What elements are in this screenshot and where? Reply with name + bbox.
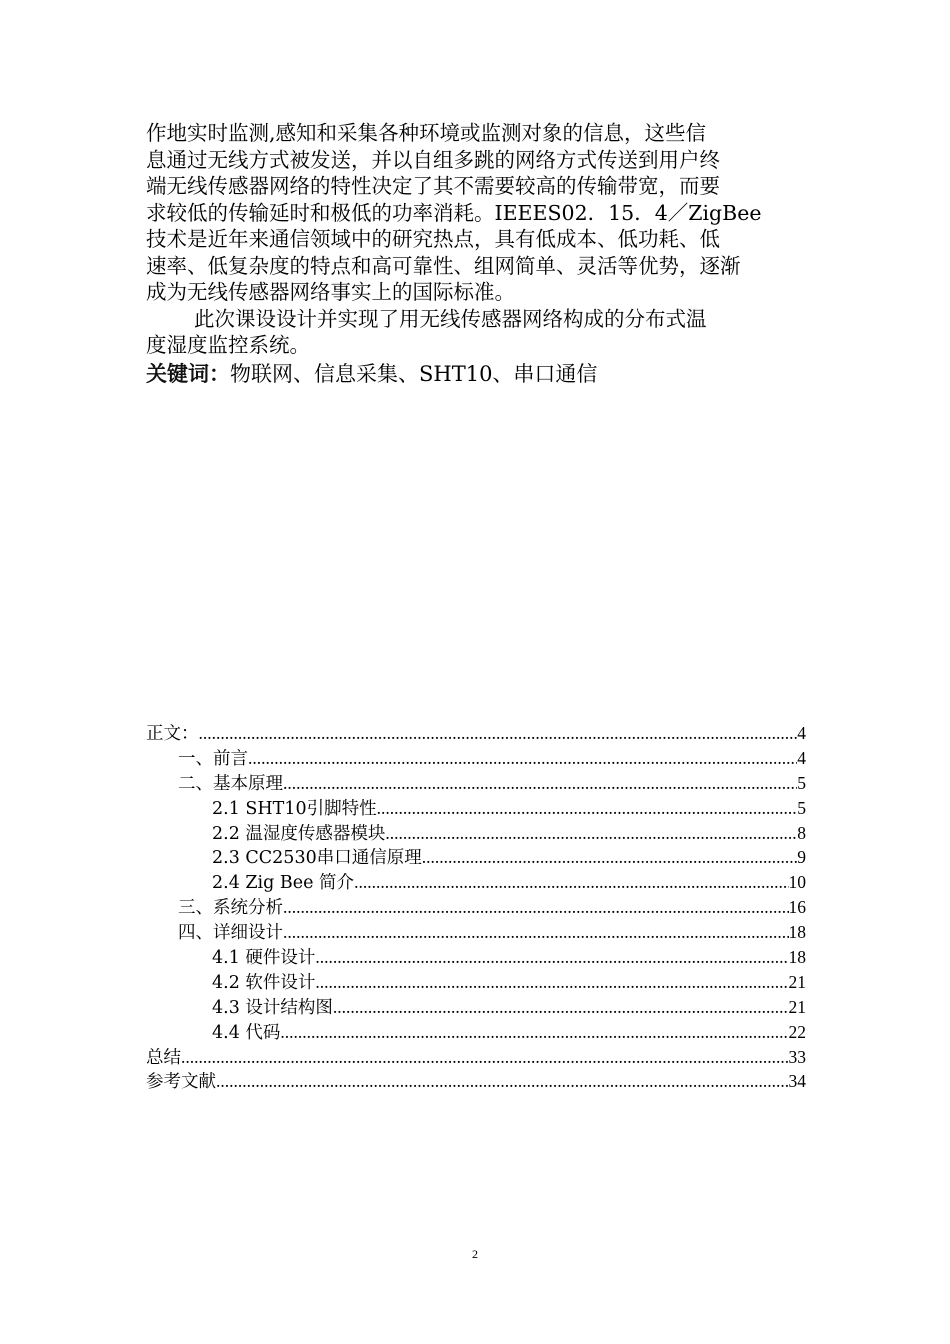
toc-entry-title: 参考文献 (146, 1072, 216, 1093)
toc-entry-summary[interactable] (146, 1045, 806, 1070)
toc-leader-dots (333, 995, 789, 1020)
toc-entry-page: 34 (788, 1071, 806, 1092)
toc-entry-main-text[interactable] (146, 721, 806, 746)
keywords-line (146, 358, 597, 388)
toc-entry-page: 21 (788, 996, 806, 1017)
toc-entry-title: 总结 (146, 1047, 181, 1068)
toc-leader-dots (199, 721, 798, 746)
toc-entry-basic-principles[interactable] (146, 771, 806, 796)
abstract-line: 端无线传感器网络的特性决定了其不需要较高的传输带宽，而要 (146, 174, 720, 198)
toc-entry-page: 4 (797, 723, 806, 743)
toc-entry-title: 一、前言 (178, 748, 248, 769)
toc-entry-software-design[interactable] (146, 970, 806, 995)
toc-entry-hardware-design[interactable] (146, 945, 806, 970)
abstract-line: 成为无线传感器网络事实上的国际标准。 (146, 280, 515, 304)
toc-entry-title: 四、详细设计 (178, 923, 283, 944)
toc-leader-dots (280, 1020, 788, 1045)
table-of-contents (146, 721, 806, 1094)
toc-entry-page: 33 (788, 1046, 806, 1067)
toc-leader-dots (216, 1069, 789, 1094)
toc-entry-title: 二、基本原理 (178, 773, 283, 794)
abstract-line: 度湿度监控系统。 (146, 333, 310, 357)
toc-entry-title: 2.2 温湿度传感器模块 (212, 823, 386, 844)
toc-entry-title: 2.4 Zig Bee 简介 (212, 873, 355, 894)
toc-leader-dots (248, 746, 797, 771)
page-number: 2 (472, 1247, 478, 1261)
toc-entry-page: 22 (788, 1021, 806, 1042)
toc-leader-dots (315, 970, 788, 995)
toc-entry-title: 三、系统分析 (178, 898, 283, 919)
toc-leader-dots (283, 771, 797, 796)
toc-entry-title: 4.3 设计结构图 (212, 997, 333, 1018)
abstract-body (146, 120, 808, 359)
keywords-text: 物联网、信息采集、SHT10、串口通信 (230, 362, 598, 386)
toc-leader-dots (422, 845, 798, 870)
toc-entry-references[interactable] (146, 1069, 806, 1094)
toc-entry-page: 10 (788, 872, 806, 893)
toc-entry-page: 5 (797, 772, 806, 793)
toc-leader-dots (283, 895, 789, 920)
toc-entry-code[interactable] (146, 1020, 806, 1045)
toc-entry-page: 21 (788, 971, 806, 992)
toc-leader-dots (181, 1045, 789, 1070)
toc-entry-page: 9 (797, 847, 806, 868)
toc-entry-structure-diagram[interactable] (146, 995, 806, 1020)
toc-entry-page: 18 (788, 947, 806, 968)
toc-entry-page: 5 (797, 797, 806, 818)
toc-entry-zigbee-intro[interactable] (146, 870, 806, 895)
toc-entry-preface[interactable] (146, 746, 806, 771)
toc-entry-system-analysis[interactable] (146, 895, 806, 920)
toc-entry-title: 正文： (146, 724, 199, 744)
toc-leader-dots (354, 870, 788, 895)
abstract-line: 息通过无线方式被发送，并以自组多跳的网络方式传送到用户终 (146, 147, 720, 172)
toc-entry-page: 18 (788, 922, 806, 943)
toc-entry-title: 2.3 CC2530串口通信原理 (212, 848, 422, 869)
toc-entry-title: 4.4 代码 (212, 1022, 281, 1043)
toc-entry-detailed-design[interactable] (146, 920, 806, 945)
toc-entry-sensor-module[interactable] (146, 821, 806, 846)
abstract-line: 求较低的传输延时和极低的功率消耗。IEEES02．15．4／ZigBee (146, 200, 762, 225)
toc-entry-sht10-pins[interactable] (146, 796, 806, 821)
toc-entry-page: 4 (797, 747, 806, 768)
abstract-line: 速率、低复杂度的特点和高可靠性、组网简单、灵活等优势，逐渐 (146, 253, 741, 278)
abstract-line: 此次课设设计并实现了用无线传感器网络构成的分布式温 (194, 306, 707, 331)
toc-leader-dots (385, 821, 797, 846)
toc-entry-cc2530-serial[interactable] (146, 845, 806, 870)
toc-entry-page: 8 (797, 822, 806, 843)
toc-entry-page: 16 (788, 897, 806, 918)
toc-leader-dots (283, 920, 789, 945)
toc-leader-dots (315, 945, 788, 970)
keywords-label: 关键词： (146, 362, 230, 386)
toc-entry-title: 4.2 软件设计 (212, 972, 316, 993)
abstract-line: 技术是近年来通信领域中的研究热点，具有低成本、低功耗、低 (146, 227, 720, 251)
toc-leader-dots (377, 796, 798, 821)
toc-entry-title: 4.1 硬件设计 (212, 948, 316, 969)
toc-entry-title: 2.1 SHT10引脚特性 (212, 798, 377, 819)
abstract-line: 作地实时监测,感知和采集各种环境或监测对象的信息，这些信 (146, 121, 707, 145)
